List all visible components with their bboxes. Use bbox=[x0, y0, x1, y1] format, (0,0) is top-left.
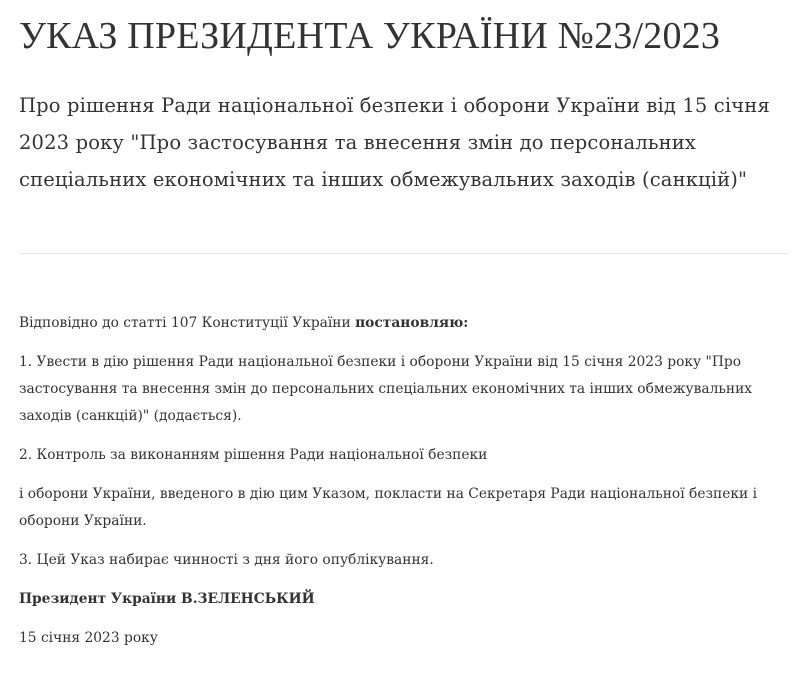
decree-item-1: 1. Увести в дію рішення Ради національної безпеки і оборони України від 15 січня 2023 року "Про застосування та внесення змін до персональних спеціальних економічних та інших обмежувальних заходів (санкцій)" (додається). bbox=[19, 354, 753, 424]
divider bbox=[19, 253, 789, 254]
decree-title: УКАЗ ПРЕЗИДЕНТА УКРАЇНИ №23/2023 bbox=[19, 15, 721, 57]
preamble-text: Відповідно до статті 107 Конституції України bbox=[19, 315, 356, 331]
signature: Президент України В.ЗЕЛЕНСЬКИЙ bbox=[19, 591, 315, 607]
preamble-paragraph bbox=[19, 310, 789, 337]
decree-item-3: 3. Цей Указ набирає чинності з дня його опублікування. bbox=[19, 552, 434, 568]
decree-body bbox=[19, 310, 789, 652]
decree-date: 15 січня 2023 року bbox=[19, 630, 158, 646]
decree-item-2-continued: і оборони України, введеного в дію цим Указом, покласти на Секретаря Ради національної безпеки і оборони України. bbox=[19, 486, 757, 529]
preamble-bold-text: постановляю: bbox=[355, 315, 469, 331]
decree-subtitle: Про рішення Ради національної безпеки і оборони України від 15 січня 2023 року "Про застосування та внесення змін до персональних спеціальних економічних та інших обмежувальних заходів (санкцій)" bbox=[19, 94, 770, 191]
decree-item-2: 2. Контроль за виконанням рішення Ради національної безпеки bbox=[19, 447, 488, 463]
